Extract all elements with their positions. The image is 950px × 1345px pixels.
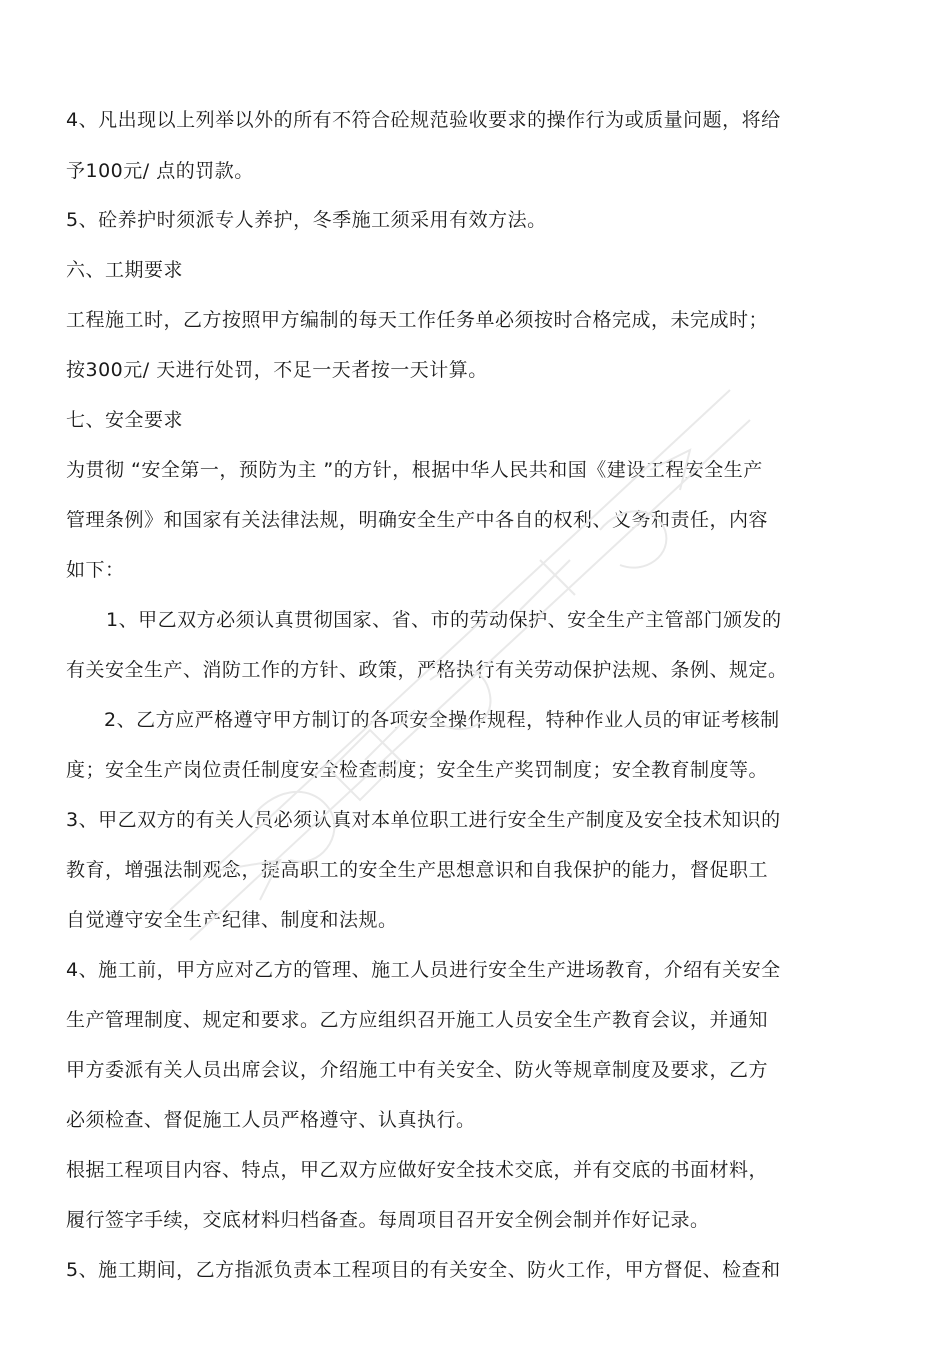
text-line: 有关安全生产、消防工作的方针、政策，严格执行有关劳动保护法规、条例、规定。 — [66, 659, 788, 681]
text-line: 自觉遵守安全生产纪律、制度和法规。 — [66, 909, 398, 931]
text-line: 生产管理制度、规定和要求。乙方应组织召开施工人员安全生产教育会议，并通知 — [66, 1009, 769, 1031]
section-heading: 六、工期要求 — [66, 259, 184, 281]
text-line: 教育，增强法制观念，提高职工的安全生产思想意识和自我保护的能力，督促职工 — [66, 859, 769, 881]
text-line: 按300元/ 天进行处罚，不足一天者按一天计算。 — [66, 359, 488, 381]
text-line: 工程施工时，乙方按照甲方编制的每天工作任务单必须按时合格完成，未完成时； — [66, 309, 769, 331]
text-line: 为贯彻 “安全第一，预防为主 ”的方针，根据中华人民共和国《建设工程安全生产 — [66, 459, 763, 481]
text-line: 管理条例》和国家有关法律法规，明确安全生产中各自的权利、义务和责任，内容 — [66, 509, 769, 531]
text-line: 4、凡出现以上列举以外的所有不符合砼规范验收要求的操作行为或质量问题，将给 — [66, 109, 781, 131]
text-line: 2、乙方应严格遵守甲方制订的各项安全操作规程，特种作业人员的审证考核制 — [104, 709, 780, 731]
text-line: 根据工程项目内容、特点，甲乙双方应做好安全技术交底，并有交底的书面材料， — [66, 1159, 769, 1181]
text-line: 履行签字手续，交底材料归档备查。每周项目召开安全例会制并作好记录。 — [66, 1209, 710, 1231]
text-line: 度；安全生产岗位责任制度安全检查制度；安全生产奖罚制度；安全教育制度等。 — [66, 759, 769, 781]
text-line: 5、砼养护时须派专人养护，冬季施工须采用有效方法。 — [66, 209, 547, 231]
text-line: 3、甲乙双方的有关人员必须认真对本单位职工进行安全生产制度及安全技术知识的 — [66, 809, 781, 831]
text-line: 必须检查、督促施工人员严格遵守、认真执行。 — [66, 1109, 476, 1131]
text-line: 1、甲乙双方必须认真贯彻国家、省、市的劳动保护、安全生产主管部门颁发的 — [106, 609, 782, 631]
text-line: 甲方委派有关人员出席会议，介绍施工中有关安全、防火等规章制度及要求，乙方 — [66, 1059, 769, 1081]
text-line: 予100元/ 点的罚款。 — [66, 160, 254, 182]
section-heading: 七、安全要求 — [66, 409, 184, 431]
text-line: 4、施工前，甲方应对乙方的管理、施工人员进行安全生产进场教育，介绍有关安全 — [66, 959, 781, 981]
text-line: 如下： — [66, 559, 125, 581]
text-line: 5、施工期间，乙方指派负责本工程项目的有关安全、防火工作，甲方督促、检查和 — [66, 1259, 781, 1281]
